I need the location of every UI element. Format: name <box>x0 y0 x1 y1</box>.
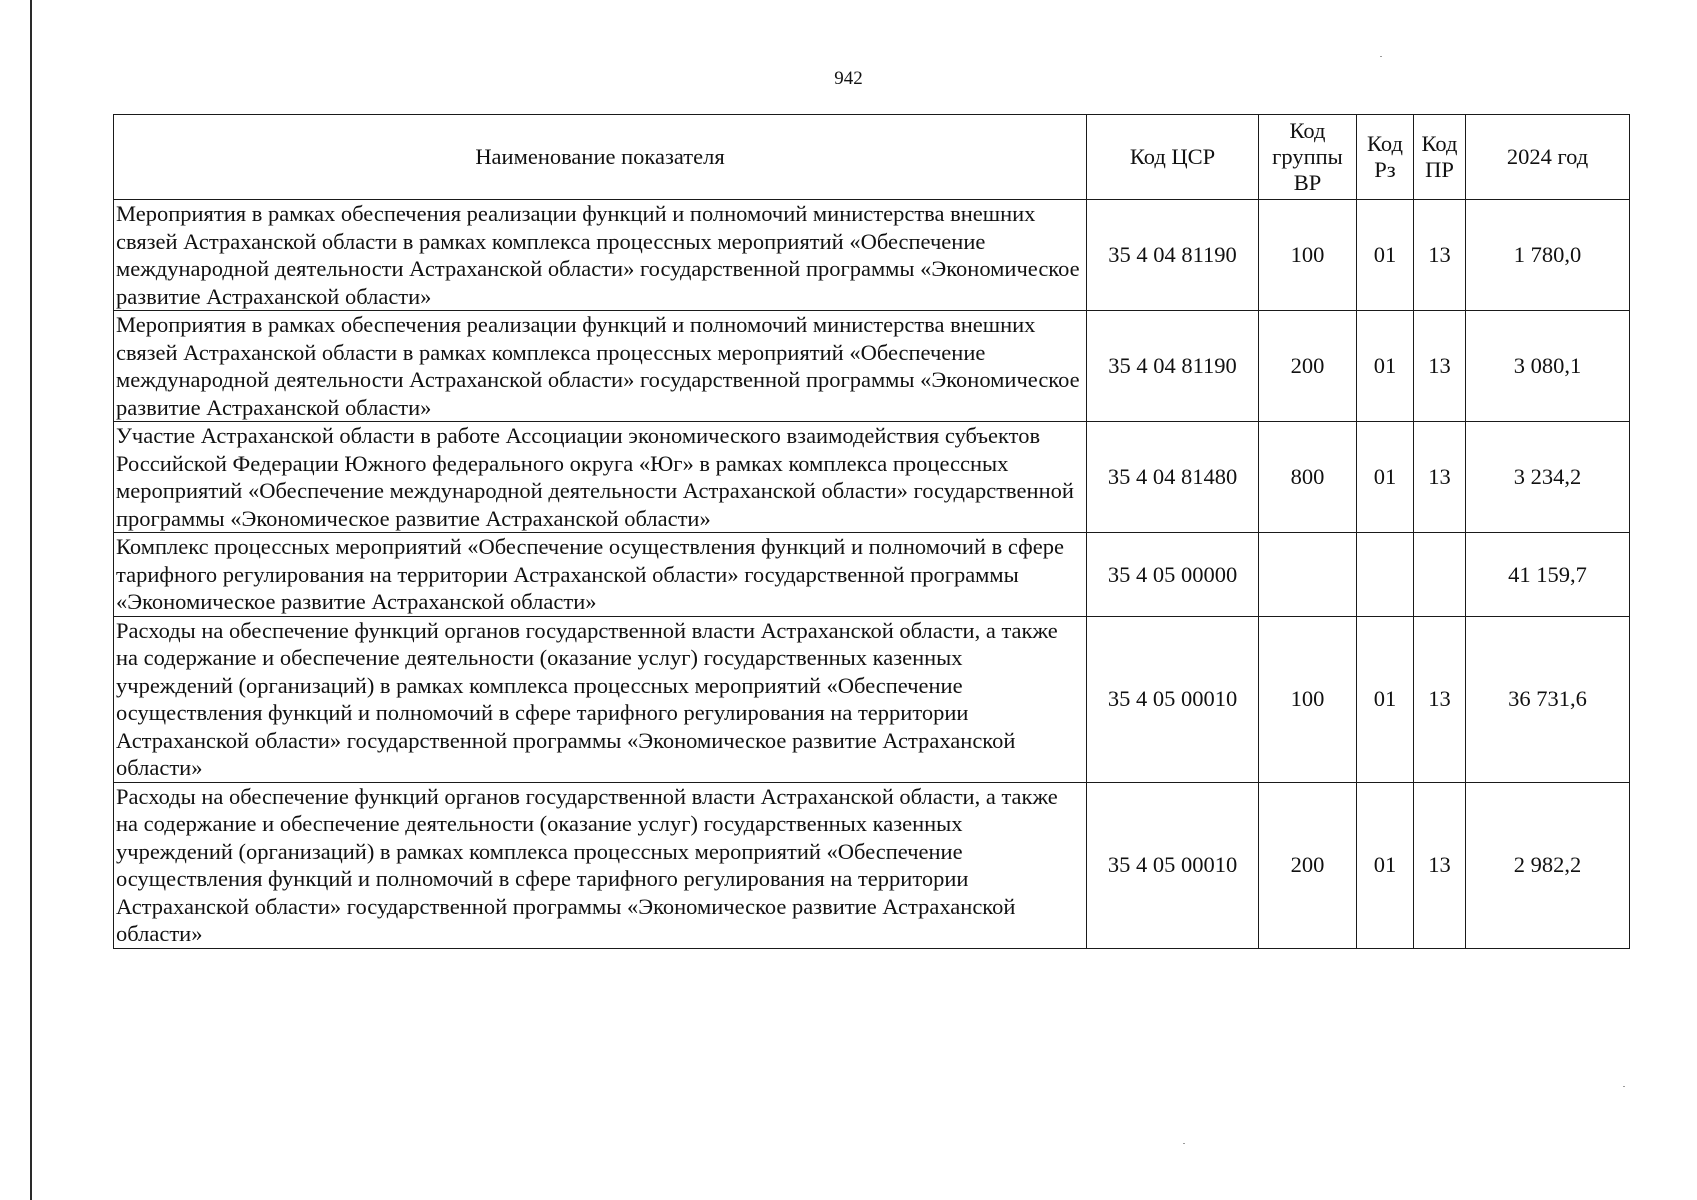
row-pr-code <box>1414 533 1466 617</box>
scan-speck <box>1183 1143 1185 1144</box>
table-row <box>114 616 1630 782</box>
row-vr-code <box>1259 533 1357 617</box>
row-name: Комплекс процессных мероприятий «Обеспечение осуществления функций и полномочий в сфере тарифного регулирования на территории Астраханской области» государственной программы «Экономическое развитие Астраханской области» <box>114 533 1087 617</box>
scan-left-edge <box>30 0 32 1200</box>
row-amount-2024: 3 080,1 <box>1466 311 1630 422</box>
row-csr-code: 35 4 04 81480 <box>1087 422 1259 533</box>
table-row <box>114 782 1630 948</box>
row-rz-code <box>1357 533 1414 617</box>
row-pr-code: 13 <box>1414 616 1466 782</box>
row-csr-code: 35 4 05 00000 <box>1087 533 1259 617</box>
row-csr-code: 35 4 04 81190 <box>1087 200 1259 311</box>
row-vr-code: 100 <box>1259 200 1357 311</box>
row-csr-code: 35 4 04 81190 <box>1087 311 1259 422</box>
table-row <box>114 533 1630 617</box>
page-number: 942 <box>834 68 863 89</box>
row-csr-code: 35 4 05 00010 <box>1087 616 1259 782</box>
budget-table <box>113 114 1630 949</box>
header-vr-group-code: Код группы ВР <box>1259 115 1357 200</box>
table-row <box>114 200 1630 311</box>
row-csr-code: 35 4 05 00010 <box>1087 782 1259 948</box>
row-amount-2024: 41 159,7 <box>1466 533 1630 617</box>
row-pr-code: 13 <box>1414 200 1466 311</box>
row-name: Мероприятия в рамках обеспечения реализации функций и полномочий министерства внешних связей Астраханской области в рамках комплекса процессных мероприятий «Обеспечение международной деятельности Астраханской области» государственной программы «Экономическое развитие Астраханской области» <box>114 311 1087 422</box>
header-name: Наименование показателя <box>114 115 1087 200</box>
scan-speck <box>1380 56 1382 57</box>
row-name: Мероприятия в рамках обеспечения реализации функций и полномочий министерства внешних связей Астраханской области в рамках комплекса процессных мероприятий «Обеспечение международной деятельности Астраханской области» государственной программы «Экономическое развитие Астраханской области» <box>114 200 1087 311</box>
row-vr-code: 200 <box>1259 782 1357 948</box>
row-pr-code: 13 <box>1414 422 1466 533</box>
row-amount-2024: 1 780,0 <box>1466 200 1630 311</box>
row-amount-2024: 3 234,2 <box>1466 422 1630 533</box>
row-vr-code: 200 <box>1259 311 1357 422</box>
header-csr-code: Код ЦСР <box>1087 115 1259 200</box>
row-rz-code: 01 <box>1357 616 1414 782</box>
row-rz-code: 01 <box>1357 782 1414 948</box>
table-row <box>114 311 1630 422</box>
header-row <box>114 115 1630 200</box>
row-name: Расходы на обеспечение функций органов государственной власти Астраханской области, а также на содержание и обеспечение деятельности (оказание услуг) государственных казенных учреждений (организаций) в рамках комплекса процессных мероприятий «Обеспечение осуществления функций и полномочий в сфере тарифного регулирования на территории Астраханской области» государственной программы «Экономическое развитие Астраханской области» <box>114 782 1087 948</box>
scan-speck <box>1623 1086 1625 1087</box>
row-rz-code: 01 <box>1357 422 1414 533</box>
header-pr-code: Код ПР <box>1414 115 1466 200</box>
header-year-2024: 2024 год <box>1466 115 1630 200</box>
row-pr-code: 13 <box>1414 311 1466 422</box>
row-amount-2024: 2 982,2 <box>1466 782 1630 948</box>
row-rz-code: 01 <box>1357 200 1414 311</box>
row-pr-code: 13 <box>1414 782 1466 948</box>
row-name: Расходы на обеспечение функций органов государственной власти Астраханской области, а также на содержание и обеспечение деятельности (оказание услуг) государственных казенных учреждений (организаций) в рамках комплекса процессных мероприятий «Обеспечение осуществления функций и полномочий в сфере тарифного регулирования на территории Астраханской области» государственной программы «Экономическое развитие Астраханской области» <box>114 616 1087 782</box>
row-name: Участие Астраханской области в работе Ассоциации экономического взаимодействия субъектов Российской Федерации Южного федерального округа «Юг» в рамках комплекса процессных мероприятий «Обеспечение международной деятельности Астраханской области» государственной программы «Экономическое развитие Астраханской области» <box>114 422 1087 533</box>
row-rz-code: 01 <box>1357 311 1414 422</box>
row-amount-2024: 36 731,6 <box>1466 616 1630 782</box>
header-rz-code: Код Рз <box>1357 115 1414 200</box>
row-vr-code: 800 <box>1259 422 1357 533</box>
row-vr-code: 100 <box>1259 616 1357 782</box>
table-row <box>114 422 1630 533</box>
